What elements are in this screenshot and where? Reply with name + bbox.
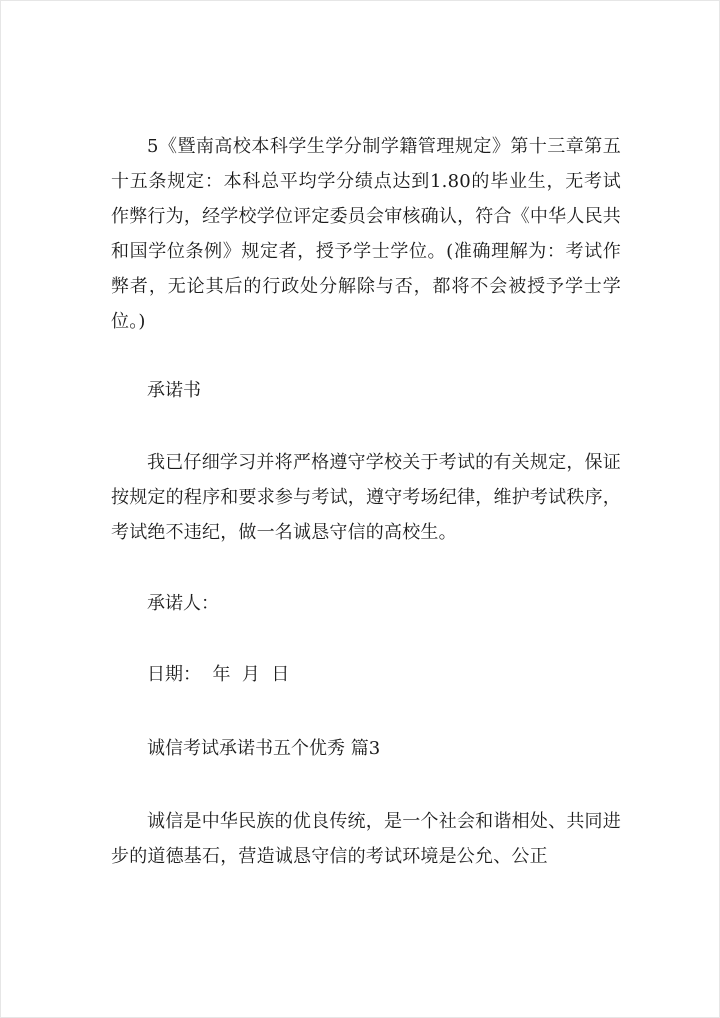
pledge-heading: 承诺书 [147, 380, 201, 401]
regulation-paragraph: 5《暨南高校本科学生学分制学籍管理规定》第十三章第五十五条规定：本科总平均学分绩点达到1.80的毕业生，无考试作弊行为，经学校学位评定委员会审核确认，符合《中华人民共和国学位条例》规定者，授予学士学位。(准确理解为：考试作弊者，无论其后的行政处分解除与否，都将不会被授予学士学位。) [111, 136, 621, 332]
pledge-paragraph: 我已仔细学习并将严格遵守学校关于考试的有关规定，保证按规定的程序和要求参与考试，遵守考场纪律，维护考试秩序，考试绝不违纪，做一名诚恳守信的高校生。 [111, 452, 621, 543]
pledger-label: 承诺人： [147, 593, 219, 614]
integrity-paragraph: 诚信是中华民族的优良传统，是一个社会和谐相处、共同进步的道德基石，营造诚恳守信的考试环境是公允、公正 [111, 811, 621, 867]
document-body [111, 129, 621, 874]
section-title: 诚信考试承诺书五个优秀 篇3 [147, 738, 381, 759]
date-line: 日期： 年 月 日 [147, 664, 290, 685]
